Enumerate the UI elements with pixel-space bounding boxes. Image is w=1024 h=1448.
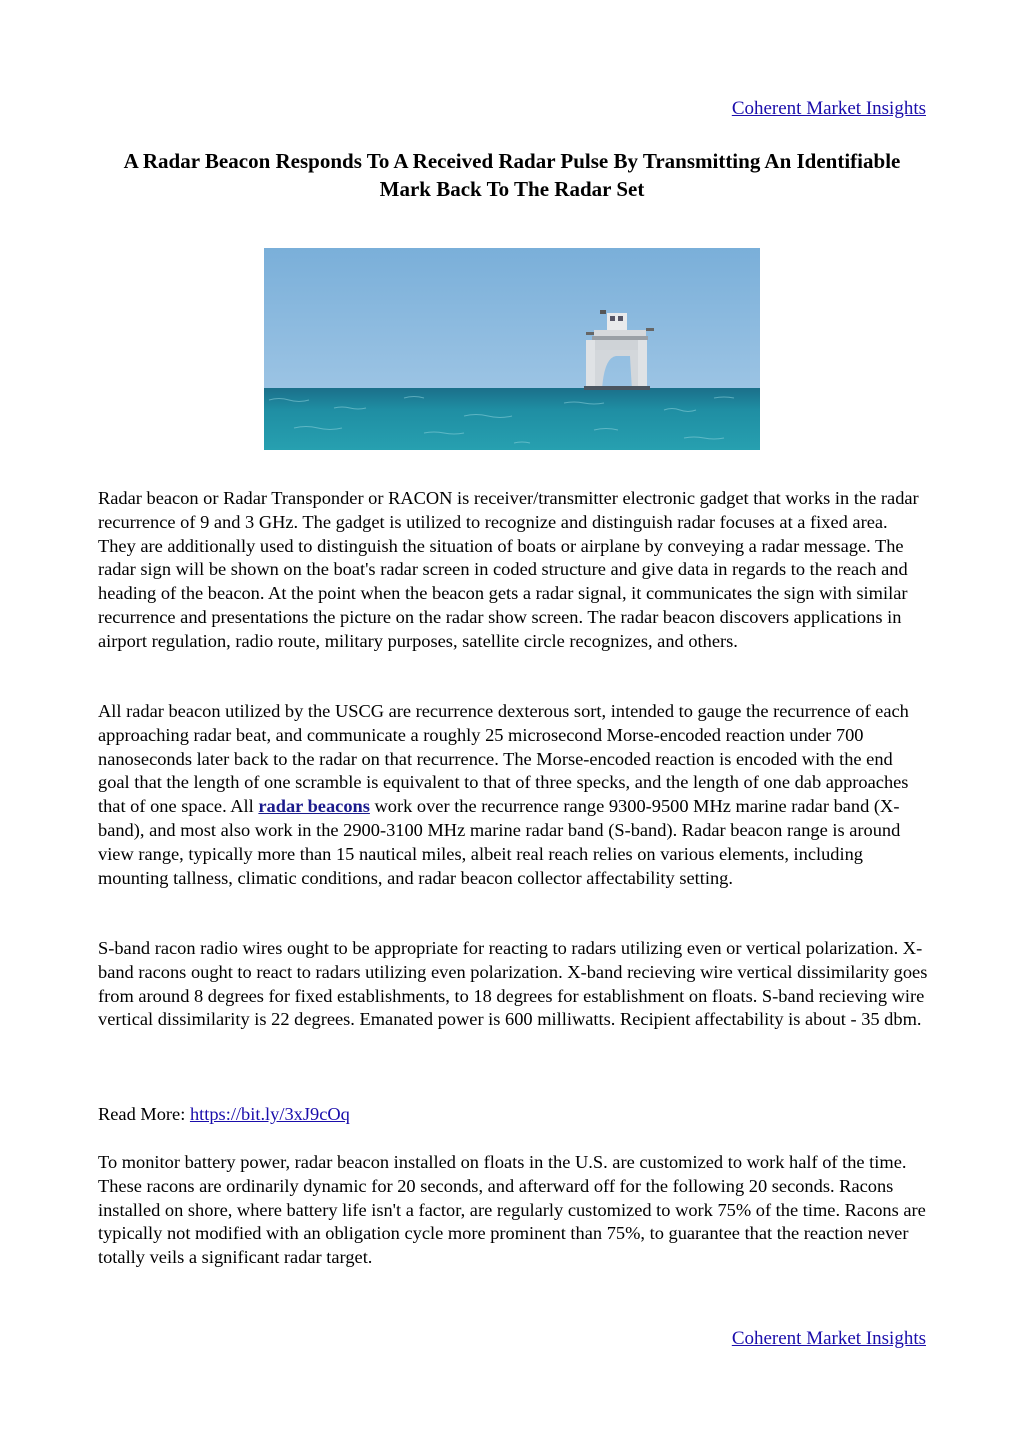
radar-beacons-link[interactable]: radar beacons [258,796,370,817]
article-title: A Radar Beacon Responds To A Received Radar Pulse By Transmitting An Identifiable Mark Back To The Radar Set [123,149,901,201]
paragraph-2-text-before: All radar beacon utilized by the USCG are recurrence dexterous sort, intended to gauge the recurrence of each approaching radar beat, and communicate a roughly 25 microsecond Morse-encoded reaction under 700 nanoseconds later back to the radar on that recurrence. The Morse-encoded reaction is encoded with the end goal that the length of one scramble is equivalent to that of three specks, and the length of one dab approaches that of one space. All [98,701,909,817]
paragraph-5: To monitor battery power, radar beacon installed on floats in the U.S. are customized to work half of the time. These racons are ordinarily dynamic for 20 seconds, and afterward off for the following 20 seconds. Racons installed on shore, where battery life isn't a factor, are regularly customized to work 75% of the time. Racons are typically not modified with an obligation cycle more prominent than 75%, to guarantee that the reaction never totally veils a significant radar target. [98,1152,926,1268]
paragraph-1: Radar beacon or Radar Transponder or RACON is receiver/transmitter electronic gadget that works in the radar recurrence of 9 and 3 GHz. The gadget is utilized to recognize and distinguish radar focuses at a fixed area. They are additionally used to distinguish the situation of boats or airplane by conveying a radar message. The radar sign will be shown on the boat's radar screen in coded structure and give data in regards to the reach and heading of the beacon. At the point when the beacon gets a radar signal, it communicates the sign with similar recurrence and presentations the picture on the radar show screen. The radar beacon discovers applications in airport regulation, radio route, military purposes, satellite circle recognizes, and others. [98,488,919,651]
footer-brand-link[interactable]: Coherent Market Insights [731,1328,926,1349]
paragraph-2-text-after: work over the recurrence range 9300-9500 MHz marine radar band (X-band), and most also work in the 2900-3100 MHz marine radar band (S-band). Radar beacon range is around view range, typically more than 15 nautical miles, albeit real reach relies on various elements, including mounting tallness, climatic conditions, and radar beacon collector affectability setting. [98,796,901,888]
header-brand-link[interactable]: Coherent Market Insights [731,98,926,119]
radar-beacon-photo [264,248,760,450]
sea [264,388,760,450]
paragraph-3: S-band racon radio wires ought to be appropriate for reacting to radars utilizing even or vertical polarization. X-band racons ought to react to radars utilizing even polarization. X-band recieving wire vertical dissimilarity goes from around 8 degrees for fixed establishments, to 18 degrees for establishment on floats. S-band recieving wire vertical dissimilarity is 22 degrees. Emanated power is 600 milliwatts. Recipient affectability is about - 35 dbm. [98,938,928,1030]
sky [264,248,760,391]
read-more-label: Read More: [98,1104,190,1124]
read-more [98,1103,928,1127]
read-more-link[interactable]: https://bit.ly/3xJ9cOq [189,1104,350,1124]
paragraph-2 [98,700,928,890]
